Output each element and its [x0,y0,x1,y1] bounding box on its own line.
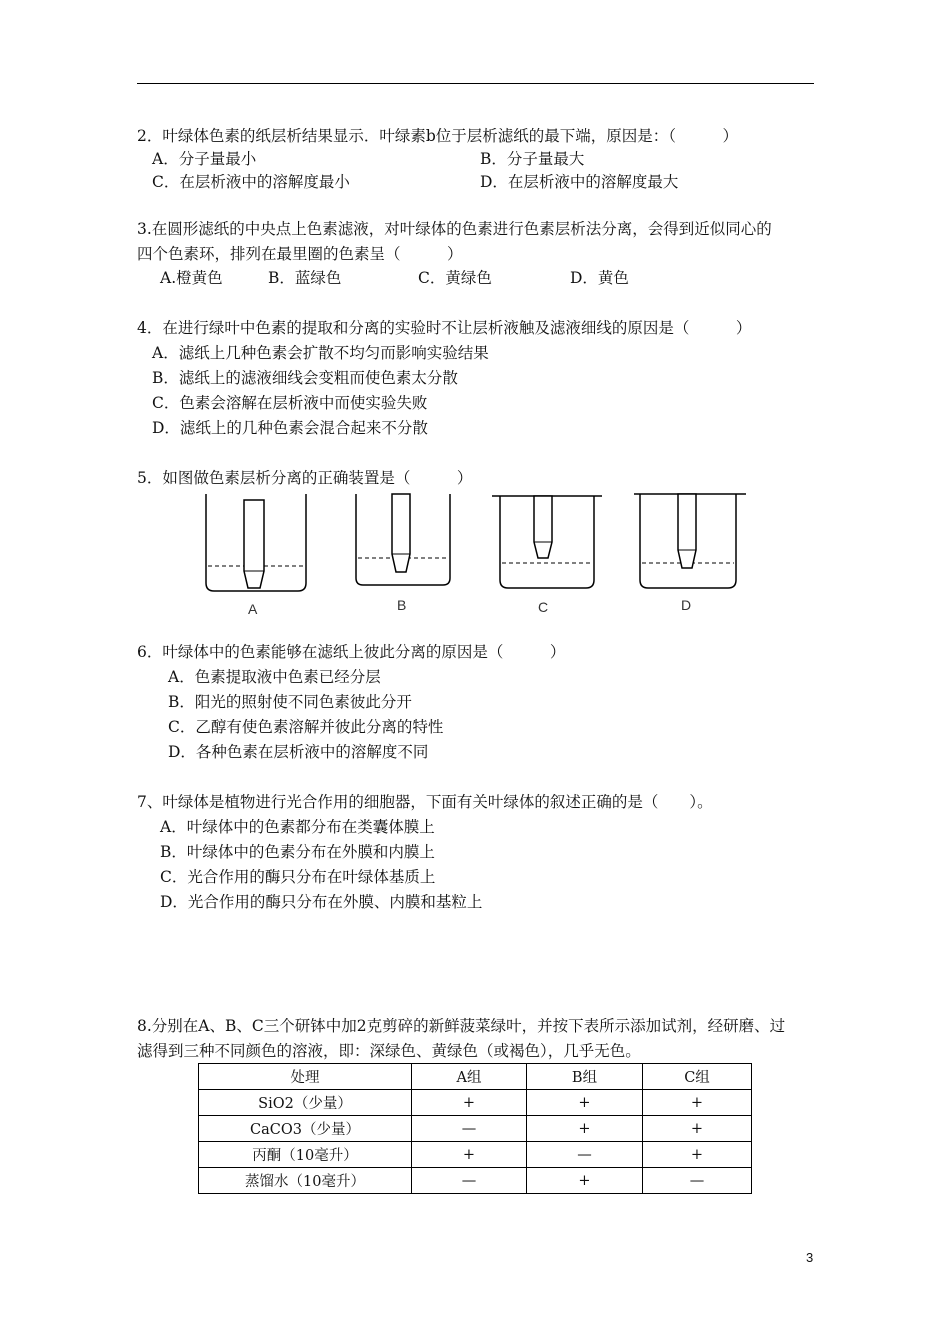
label-d: D [681,597,692,613]
table-header-cell: 处理 [199,1064,412,1090]
apparatus-c [492,496,602,615]
table-cell: — [643,1168,752,1194]
table-row [199,1142,752,1168]
table-cell: + [643,1090,752,1116]
header-rule [137,83,814,84]
label-c: C [538,599,549,615]
table-cell: 蒸馏水（10毫升） [199,1168,412,1194]
table-cell: — [412,1168,527,1194]
q7-stem: 7、叶绿体是植物进行光合作用的细胞器，下面有关叶绿体的叙述正确的是（ ）。 [137,793,713,811]
q3-option-d: D．黄色 [570,269,629,287]
table-cell: + [412,1090,527,1116]
q3-option-b: B．蓝绿色 [268,269,342,287]
table-cell: + [643,1116,752,1142]
q7-option-d: D．光合作用的酶只分布在外膜、内膜和基粒上 [160,893,483,911]
table-cell: + [643,1142,752,1168]
table-header-row [199,1064,752,1090]
apparatus-d [634,494,746,613]
q3-option-c: C．黄绿色 [418,269,492,287]
reagent-table [198,1063,752,1194]
q3-stem-line2: 四个色素环，排列在最里圈的色素呈（ ） [137,245,463,263]
table-header-cell: B组 [527,1064,643,1090]
q2-option-c: C．在层析液中的溶解度最小 [152,173,350,191]
table-row [199,1168,752,1194]
table-header-cell: C组 [643,1064,752,1090]
table-cell: + [527,1168,643,1194]
q6-stem: 6．叶绿体中的色素能够在滤纸上彼此分离的原因是（ ） [137,643,566,661]
table-cell: SiO2（少量） [199,1090,412,1116]
table-cell: 丙酮（10毫升） [199,1142,412,1168]
q2-option-d: D．在层析液中的溶解度最大 [480,173,679,191]
q2-option-a: A．分子量最小 [152,150,257,168]
apparatus-a [206,494,306,617]
label-b: B [397,597,407,613]
table-header-cell: A组 [412,1064,527,1090]
q8-stem-line1: 8.分别在A、B、C三个研钵中加2克剪碎的新鲜菠菜绿叶，并按下表所示添加试剂，经研磨、过 [137,1017,786,1035]
table-row [199,1090,752,1116]
q8-stem-line2: 滤得到三种不同颜色的溶液，即：深绿色、黄绿色（或褐色），几乎无色。 [137,1042,641,1060]
q4-option-b: B．滤纸上的滤液细线会变粗而使色素太分散 [152,369,458,387]
q2-stem: 2．叶绿体色素的纸层析结果显示．叶绿素b位于层析滤纸的最下端，原因是：（ ） [137,127,739,145]
q3-option-a: A.橙黄色 [160,269,223,287]
table-cell: CaCO3（少量） [199,1116,412,1142]
q2-option-b: B．分子量最大 [480,150,585,168]
q3-stem-line1: 3.在圆形滤纸的中央点上色素滤液，对叶绿体的色素进行色素层析法分离，会得到近似同心的 [137,220,772,238]
table-cell: — [527,1142,643,1168]
label-a: A [248,601,258,617]
q5-stem: 5．如图做色素层析分离的正确装置是（ ） [137,469,473,487]
table-cell: + [527,1090,643,1116]
q6-option-d: D．各种色素在层析液中的溶解度不同 [168,743,429,761]
q4-option-d: D．滤纸上的几种色素会混合起来不分散 [152,419,428,437]
q4-option-c: C．色素会溶解在层析液中而使实验失败 [152,394,428,412]
q6-option-b: B．阳光的照射使不同色素彼此分开 [168,693,412,711]
q6-option-a: A．色素提取液中色素已经分层 [168,668,381,686]
chromatography-apparatus-figure [196,488,756,620]
apparatus-b [356,494,450,613]
table-cell: + [527,1116,643,1142]
q6-option-c: C．乙醇有使色素溶解并彼此分离的特性 [168,718,444,736]
page-number: 3 [806,1250,814,1265]
table-row [199,1116,752,1142]
q7-option-b: B．叶绿体中的色素分布在外膜和内膜上 [160,843,435,861]
table-cell: + [412,1142,527,1168]
q7-option-a: A．叶绿体中的色素都分布在类囊体膜上 [160,818,435,836]
q4-option-a: A．滤纸上几种色素会扩散不均匀而影响实验结果 [152,344,489,362]
q7-option-c: C．光合作用的酶只分布在叶绿体基质上 [160,868,436,886]
q4-stem: 4．在进行绿叶中色素的提取和分离的实验时不让层析液触及滤液细线的原因是（ ） [137,319,752,337]
table-cell: — [412,1116,527,1142]
